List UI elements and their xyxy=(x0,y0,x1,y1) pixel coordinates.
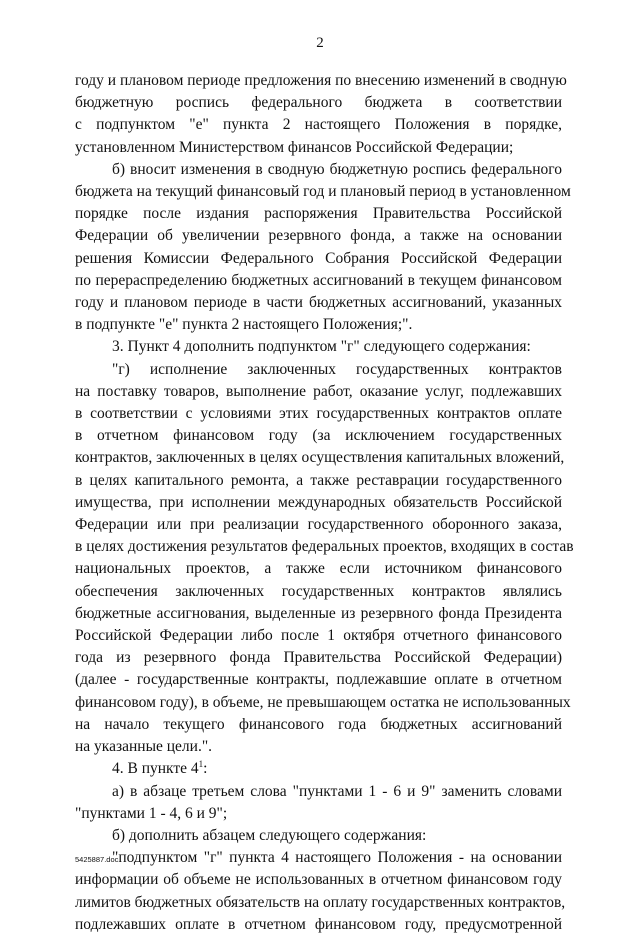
text-line: информации об объеме не использованных в отчетном финансовом году xyxy=(75,871,562,889)
text-line: бюджетные ассигнования, выделенные из резервного фонда Президента xyxy=(75,604,562,622)
text-line: "подпунктом "г" пункта 4 настоящего Положения - на основании xyxy=(112,849,562,867)
text-line: подлежавших оплате в отчетном финансовом году, предусмотренной xyxy=(75,915,562,933)
text-line: б) дополнить абзацем следующего содержания: xyxy=(112,826,427,844)
text-line: на указанные цели.". xyxy=(75,738,213,756)
text-line: в отчетном финансовом году (за исключением государственных xyxy=(75,427,562,445)
text-line-point-4 xyxy=(75,758,562,780)
text-fragment: 4. В пункте 4 xyxy=(112,760,199,778)
text-fragment: : xyxy=(203,760,208,778)
text-line: а) в абзаце третьем слова "пунктами 1 - 6 и 9" заменить словами xyxy=(112,782,562,800)
text-line: финансовом году), в объеме, не превышающем остатка не использованных xyxy=(75,693,571,711)
text-line: на поставку товаров, выполнение работ, оказание услуг, подлежавших xyxy=(75,382,562,400)
text-line: лимитов бюджетных обязательств на оплату государственных контрактов, xyxy=(75,893,566,911)
text-line: решения Комиссии Федерального Собрания Российской Федерации xyxy=(75,249,562,267)
text-line: в подпункте "е" пункта 2 настоящего Положения;". xyxy=(75,316,413,334)
text-line: "пунктами 1 - 4, 6 и 9"; xyxy=(75,804,228,822)
text-line: в соответствии с условиями этих государственных контрактов оплате xyxy=(75,405,562,423)
text-line: б) вносит изменения в сводную бюджетную роспись федерального xyxy=(112,160,562,178)
text-line: бюджетную роспись федерального бюджета в соответствии xyxy=(75,94,562,112)
text-line: году и плановом периоде предложения по внесению изменений в сводную xyxy=(75,72,567,89)
document-body xyxy=(75,70,574,936)
file-name-footer: 5425887.doc xyxy=(75,855,119,864)
text-line: в целях капитального ремонта, а также реставрации государственного xyxy=(75,471,562,489)
text-line: году и плановом периоде в части бюджетных ассигнований, указанных xyxy=(75,294,562,312)
text-line: Российской Федерации либо после 1 октября отчетного финансового xyxy=(75,627,562,645)
text-line: по перераспределению бюджетных ассигнований в текущем финансовом xyxy=(75,271,562,289)
text-line: в целях достижения результатов федеральных проектов, входящих в состав xyxy=(75,538,574,556)
text-line: Федерации или при реализации государственного оборонного заказа, xyxy=(75,516,562,534)
text-line: года из резервного фонда Правительства Российской Федерации) xyxy=(75,649,562,667)
text-line: обеспечения заключенных государственных контрактов являлись xyxy=(75,582,562,600)
page-number: 2 xyxy=(316,35,324,51)
text-line: (далее - государственные контракты, подлежавшие оплате в отчетном xyxy=(75,671,562,689)
text-line: установленном Министерством финансов Российской Федерации; xyxy=(75,138,514,156)
text-line: 3. Пункт 4 дополнить подпунктом "г" следующего содержания: xyxy=(112,338,531,356)
text-line: бюджета на текущий финансовый год и плановый период в установленном xyxy=(75,183,571,201)
text-line: имущества, при исполнении международных обязательств Российской xyxy=(75,493,562,511)
text-line: национальных проектов, а также если источником финансового xyxy=(75,560,562,578)
text-line: на начало текущего финансового года бюджетных ассигнований xyxy=(75,715,562,733)
text-line: контрактов, заключенных в целях осуществления капитальных вложений, xyxy=(75,449,565,467)
superscript: 1 xyxy=(198,759,204,770)
text-line: Федерации об увеличении резервного фонда, а также на основании xyxy=(75,227,562,245)
text-line: с подпунктом "е" пункта 2 настоящего Положения в порядке, xyxy=(75,116,562,134)
text-line: порядке после издания распоряжения Правительства Российской xyxy=(75,205,562,223)
text-line: "г) исполнение заключенных государственных контрактов xyxy=(112,360,562,378)
